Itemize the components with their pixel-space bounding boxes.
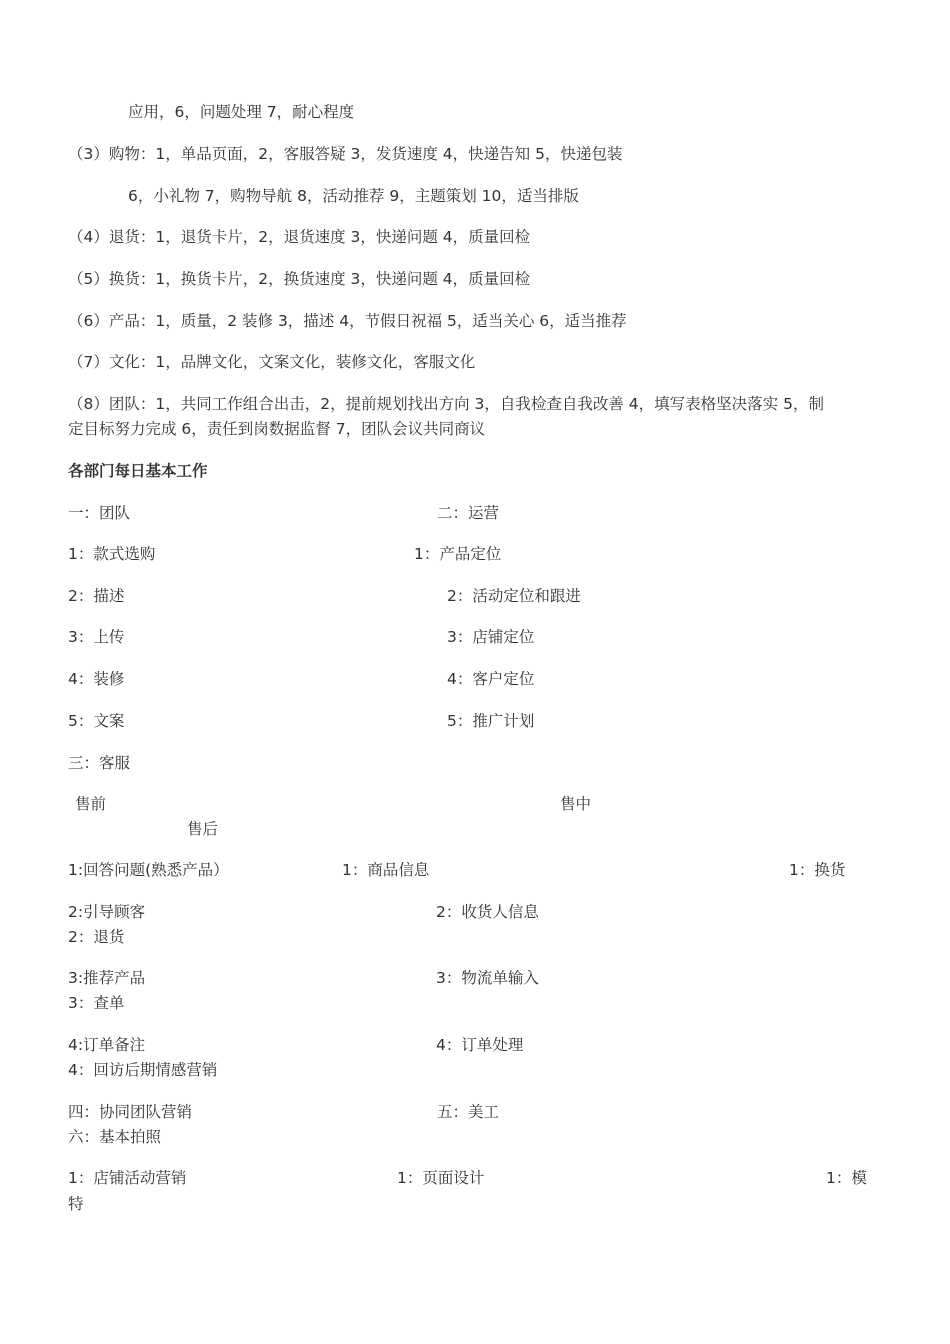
ops-item: 3：店铺定位 bbox=[447, 628, 535, 646]
cs-aftersale-item: 3：查单 bbox=[68, 994, 125, 1012]
team-item: 1：款式选购 bbox=[68, 545, 156, 563]
team-item: 5：文案 bbox=[68, 712, 125, 730]
cs-presale-item: 4:订单备注 bbox=[68, 1036, 146, 1054]
ops-item: 4：客户定位 bbox=[447, 670, 535, 688]
art-item: 1：页面设计 bbox=[397, 1169, 485, 1187]
photo-item-cont: 特 bbox=[68, 1195, 84, 1213]
cs-insale-item: 2：收货人信息 bbox=[436, 903, 539, 921]
art-heading: 五：美工 bbox=[437, 1103, 500, 1121]
cs-insale-item: 3：物流单输入 bbox=[436, 969, 539, 987]
cs-aftersale-item: 1：换货 bbox=[789, 861, 846, 879]
photo-item: 1：模 bbox=[826, 1169, 867, 1187]
text-line-return: （4）退货：1，退货卡片，2，退货速度 3，快递问题 4，质量回检 bbox=[68, 228, 531, 246]
text-line-culture: （7）文化：1，品牌文化，文案文化，装修文化，客服文化 bbox=[68, 353, 476, 371]
team-heading: 一：团队 bbox=[68, 504, 131, 522]
text-line-exchange: （5）换货：1，换货卡片，2，换货速度 3，快递问题 4，质量回检 bbox=[68, 270, 531, 288]
team-item: 4：装修 bbox=[68, 670, 125, 688]
cs-presale-item: 3:推荐产品 bbox=[68, 969, 146, 987]
cs-presale-item: 2:引导顾客 bbox=[68, 903, 146, 921]
cs-presale-label: 售前 bbox=[75, 795, 107, 813]
ops-item: 1：产品定位 bbox=[414, 545, 502, 563]
cs-presale-item: 1:回答问题(熟悉产品） bbox=[68, 861, 229, 879]
ops-heading: 二：运营 bbox=[437, 504, 500, 522]
photo-heading: 六：基本拍照 bbox=[68, 1128, 162, 1146]
team-item: 3：上传 bbox=[68, 628, 125, 646]
text-line-team-cont: 定目标努力完成 6，责任到岗数据监督 7，团队会议共同商议 bbox=[68, 420, 486, 438]
cs-insale-item: 4：订单处理 bbox=[436, 1036, 524, 1054]
text-line-shopping: （3）购物：1，单品页面，2，客服答疑 3，发货速度 4，快递告知 5，快递包装 bbox=[68, 145, 623, 163]
ops-item: 2：活动定位和跟进 bbox=[447, 587, 581, 605]
marketing-item: 1：店铺活动营销 bbox=[68, 1169, 187, 1187]
text-line-shopping-cont: 6，小礼物 7，购物导航 8，活动推荐 9，主题策划 10，适当排版 bbox=[128, 187, 579, 205]
ops-item: 5：推广计划 bbox=[447, 712, 535, 730]
cs-insale-item: 1：商品信息 bbox=[342, 861, 430, 879]
cs-aftersale-item: 2：退货 bbox=[68, 928, 125, 946]
section-title: 各部门每日基本工作 bbox=[68, 462, 208, 480]
text-line-team: （8）团队：1，共同工作组合出击，2，提前规划找出方向 3，自我检查自我改善 4，填写表格坚决落实 5，制 bbox=[68, 395, 824, 413]
marketing-heading: 四：协同团队营销 bbox=[68, 1103, 193, 1121]
cs-aftersale-label: 售后 bbox=[187, 820, 219, 838]
cs-insale-label: 售中 bbox=[560, 795, 592, 813]
text-line-app: 应用，6，问题处理 7，耐心程度 bbox=[128, 103, 355, 121]
cs-heading: 三：客服 bbox=[68, 754, 131, 772]
cs-aftersale-item: 4：回访后期情感营销 bbox=[68, 1061, 218, 1079]
text-line-product: （6）产品：1，质量，2 装修 3，描述 4，节假日祝福 5，适当关心 6，适当推荐 bbox=[68, 312, 627, 330]
team-item: 2：描述 bbox=[68, 587, 125, 605]
